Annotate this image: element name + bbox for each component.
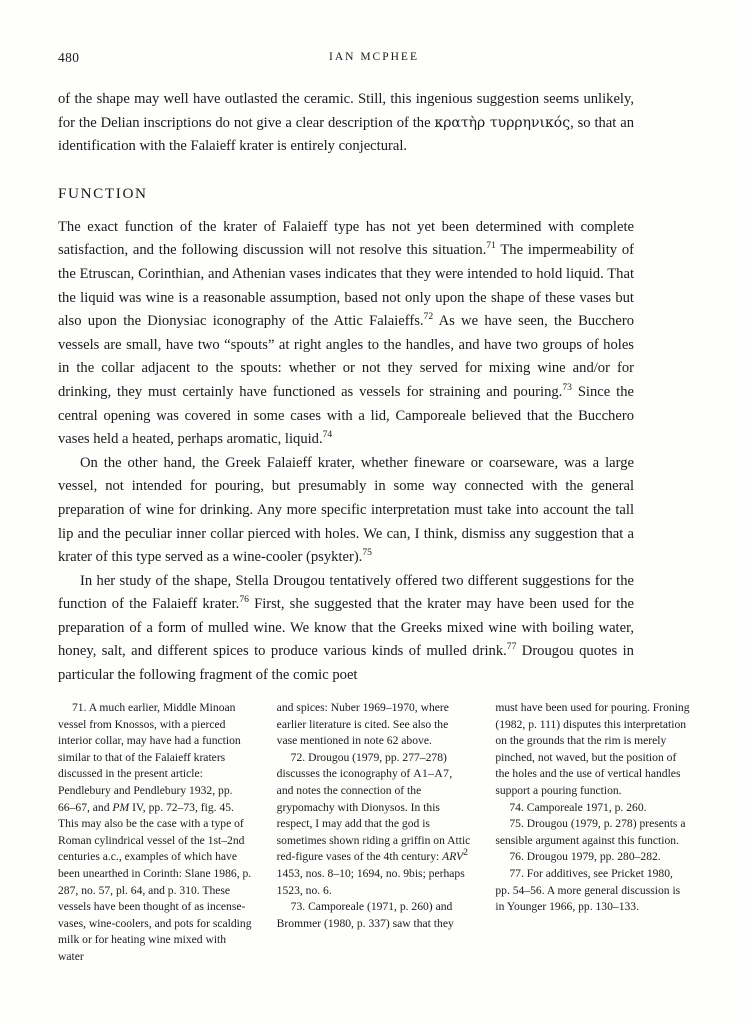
footnote-text: Drougou 1979, pp. 280–282. (523, 850, 661, 864)
footnote-text: IV, pp. 72–73, fig. 45. This may also be the case with a type of Roman cylindrical vessel of the 1st–2nd centuries a.c., examples of which have been unearthed in Corinth: Slane 1986, p. 287, no. 57, pl. 64, and p. 310. These vessels have been thought of as incense-vases, wine-coolers, and pots for scalding milk or for heating wine mixed with water (58, 800, 252, 963)
footnote-71 (58, 700, 253, 966)
footnote-superscript: 2 (463, 848, 468, 859)
footnote-text: Camporeale 1971, p. 260. (523, 800, 647, 814)
footnotes-column-2 (277, 700, 472, 966)
footnote-number: 75. (509, 817, 524, 831)
footnote-77 (495, 866, 690, 916)
footnote-73-continued (495, 700, 690, 800)
footnote-71-continued (277, 700, 472, 750)
paragraph-text: The exact function of the krater of Falaieff type has not yet been determined with complete satisfaction, and the following discussion will not resolve this situation. (58, 218, 634, 259)
footnote-text: , and notes the connection of the grypomachy with Dionysos. In this respect, I may add that the god is sometimes shown riding a griffin on Attic red-figure vases of the 4th century: (276, 767, 471, 864)
footnote-marker-71: 71 (486, 240, 496, 252)
greek-phrase: κρατὴρ τυρρηνικός (434, 114, 571, 131)
paragraph-text: The impermeability of the Etruscan, Corinthian, and Athenian vases indicates that they were intended to hold liquid. That the liquid was wine is a reasonable assumption, based not only upon the shape of these vases but also upon the Dionysiac iconography of the Attic Falaieffs. (58, 242, 634, 330)
running-head (58, 50, 690, 66)
paragraph-text: Drougou quotes in particular the following fragment of the comic poet (58, 643, 634, 684)
footnote-marker-73: 73 (562, 382, 572, 394)
running-head-author: IAN MCPHEE (329, 51, 419, 63)
footnote-marker-77: 77 (506, 641, 517, 653)
footnote-text: A much earlier, Middle Minoan vessel from Knossos, with a pierced interior collar, may have had a function similar to that of the Falaieff kraters discussed in the present article: Pendlebury and Pendlebury 1932, pp. 66–67, and (58, 701, 241, 814)
paragraph-text-a: of the shape may well have outlasted the ceramic. Still, this ingenious suggestion seems unlikely, for the Delian inscriptions do not give a clear description of the (58, 91, 634, 131)
paragraph-text: As we have seen, the Bucchero vessels are small, have two “spouts” at right angles to the handles, and have two groups of holes in the collar adjacent to the spouts: whether or not they served for mixing wine and/or for drinking, they must certainly have functioned as vessels for straining and pouring. (58, 313, 634, 400)
footnote-75 (495, 816, 690, 849)
footnotes-area (58, 700, 690, 966)
footnote-number: 71. (72, 701, 87, 714)
body-text-column (58, 88, 634, 688)
paragraph-function-1 (58, 216, 634, 452)
footnote-number: 76. (509, 850, 524, 864)
footnote-text: must have been used for pouring. Froning (1982, p. 111) disputes this interpretation on the grounds that the rim is merely pinched, not waved, but the position of the holes and the use of vertical handles support a pouring function. (495, 701, 690, 797)
footnote-marker-74: 74 (322, 429, 333, 441)
footnote-italic-title: ARV (442, 850, 464, 864)
footnote-marker-76: 76 (239, 594, 249, 606)
paragraph-text: First, she suggested that the krater may have been used for the preparation of a form of mulled wine. We know that the Greeks mixed wine with boiling water, honey, salt, and different spices to produce various kinds of mulled drink. (58, 596, 634, 660)
footnote-text: Drougou (1979, p. 278) presents a sensible argument against this function. (495, 817, 686, 847)
footnote-number: 72. (290, 750, 306, 764)
footnote-marker-75: 75 (362, 547, 372, 559)
paragraph-text: In her study of the shape, Stella Drougou tentatively offered two different suggestions for the function of the Falaieff krater. (58, 572, 634, 613)
footnote-number: 74. (509, 800, 524, 814)
footnote-text: Camporeale (1971, p. 260) and Brommer (1980, p. 337) saw that they (276, 900, 454, 930)
paragraph-function-3 (58, 570, 634, 688)
footnote-73 (277, 899, 472, 932)
footnote-catalogue-ref: A1–A7 (413, 767, 450, 781)
footnote-74 (495, 800, 690, 817)
footnote-text: For additives, see Pricket 1980, pp. 54–56. A more general discussion is in Younger 1966, pp. 130–133. (495, 866, 681, 914)
footnote-76 (495, 849, 690, 866)
footnote-number: 73. (290, 900, 306, 914)
page-number: 480 (58, 50, 80, 65)
section-heading: FUNCTION (58, 184, 148, 202)
paragraph-text-b: , so that an identification with the Falaieff krater is entirely conjectural. (58, 114, 634, 155)
footnote-text: 1453, nos. 8–10; 1694, no. 9bis; perhaps 1523, no. 6. (276, 866, 465, 897)
footnote-italic-title: PM (112, 800, 130, 814)
footnote-text: and spices: Nuber 1969–1970, where earlier literature is cited. See also the vase mentioned in note 62 above. (276, 701, 449, 748)
footnote-text: Drougou (1979, pp. 277–278) discusses the iconography of (276, 750, 447, 781)
paragraph-text: On the other hand, the Greek Falaieff krater, whether fineware or coarseware, was a large vessel, not intended for pouring, but presumably in some way connected with the general preparation of wine for drinking. Any more specific interpretation must take into account the tall lip and the peculiar inner collar pierced with holes. We can, I think, dismiss any suggestion that a krater of this type served as a wine-cooler (psykter). (58, 454, 634, 566)
footnote-marker-72: 72 (423, 311, 434, 323)
paragraph-function-2 (58, 452, 634, 570)
paragraph-continued (58, 88, 634, 159)
footnotes-column-3 (495, 700, 690, 966)
footnote-number: 77. (509, 866, 524, 880)
paragraph-text: Since the central opening was covered in some cases with a lid, Camporeale believed that the Bucchero vases held a heated, perhaps aromatic, liquid. (58, 383, 634, 448)
footnotes-column-1 (58, 700, 253, 966)
footnote-72 (277, 750, 472, 899)
